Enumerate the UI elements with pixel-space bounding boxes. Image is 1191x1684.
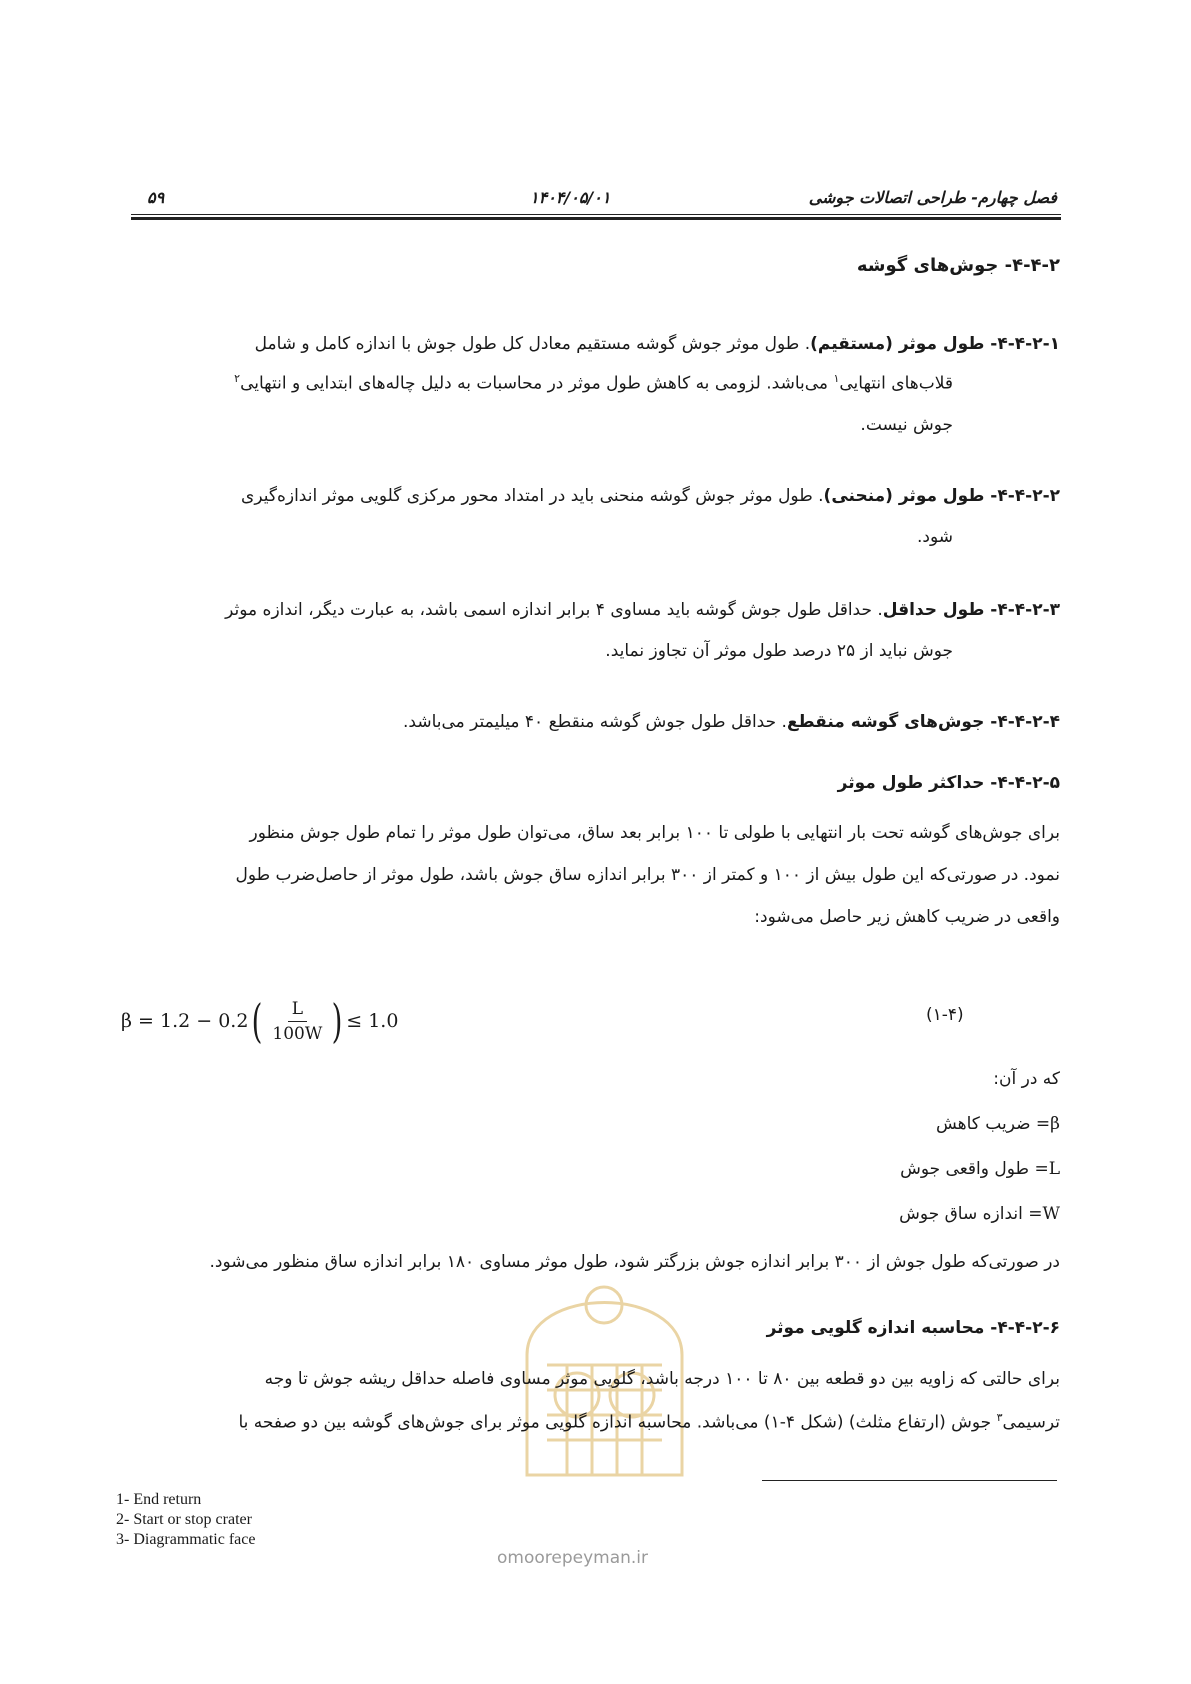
paragraph-2-line-2: شود. bbox=[916, 527, 953, 547]
p1-number: ۴-۴-۲-۱- bbox=[984, 334, 1060, 354]
header-date: ۱۴۰۴/۰۵/۰۱ bbox=[530, 188, 611, 207]
p1-text-2b: می‌باشد. لزومی به کاهش طول موثر در محاسبات به دلیل چاله‌های ابتدایی و انتهایی bbox=[240, 373, 834, 394]
footnote-1: 1- End return bbox=[116, 1491, 202, 1508]
header-page-number: ۵۹ bbox=[147, 188, 165, 207]
footnote-2: 2- Start or stop crater bbox=[116, 1511, 252, 1528]
formula-open-paren: ( bbox=[252, 994, 263, 1048]
paragraph-5-line-3: واقعی در ضریب کاهش زیر حاصل می‌شود: bbox=[754, 907, 1060, 927]
variable-beta-symbol: β bbox=[1050, 1114, 1060, 1134]
formula-rhs: ≤ 1.0 bbox=[346, 1010, 399, 1032]
where-label: که در آن: bbox=[993, 1069, 1060, 1089]
p1-title: طول موثر (مستقیم) bbox=[810, 334, 985, 354]
paragraph-5-line-2: نمود. در صورتی‌که این طول بیش از ۱۰۰ و کمتر از ۳۰۰ برابر اندازه ساق جوش باشد، طول موثر از حاصل‌ضرب طول bbox=[235, 865, 1060, 885]
p2-number: ۴-۴-۲-۲- bbox=[984, 486, 1060, 506]
p4-text: . حداقل طول جوش گوشه منقطع ۴۰ میلیمتر می‌باشد. bbox=[403, 712, 787, 732]
variable-l bbox=[900, 1159, 1060, 1179]
paragraph-1-line-3: جوش نیست. bbox=[860, 415, 953, 435]
subheading-6: ۴-۴-۲-۶- محاسبه اندازه گلویی موثر bbox=[766, 1318, 1060, 1338]
formula-numerator: L bbox=[288, 999, 307, 1022]
paragraph-5-line-1: برای جوش‌های گوشه تحت بار انتهایی با طولی تا ۱۰۰ برابر بعد ساق، می‌توان طول موثر را تمام طول جوش منظور bbox=[249, 823, 1060, 843]
variable-w-desc: = اندازه ساق جوش bbox=[899, 1204, 1043, 1224]
formula-denominator: 100W bbox=[272, 1023, 323, 1044]
header-chapter-title: فصل چهارم- طراحی اتصالات جوشی bbox=[808, 188, 1057, 207]
equation-number: (۱-۴) bbox=[926, 1005, 964, 1025]
watermark-url: omoorepeyman.ir bbox=[497, 1548, 649, 1568]
p7-text-2b: جوش (ارتفاع مثلث) (شکل ۴-۱) می‌باشد. محاسبه اندازه گلویی موثر برای جوش‌های گوشه بین دو صفحه با bbox=[238, 1412, 997, 1433]
p3-title: طول حداقل bbox=[882, 600, 985, 620]
variable-w bbox=[899, 1204, 1060, 1224]
formula-lhs: β = 1.2 − 0.2 bbox=[121, 1010, 249, 1032]
p1-text-2a: قلاب‌های انتهایی bbox=[839, 373, 953, 394]
section-heading: ۴-۴-۲- جوش‌های گوشه bbox=[856, 255, 1060, 276]
variable-l-desc: = طول واقعی جوش bbox=[900, 1159, 1049, 1179]
paragraph-7-line-1: برای حالتی که زاویه بین دو قطعه بین ۸۰ تا ۱۰۰ درجه باشد، گلویی موثر مساوی فاصله حداقل ریشه جوش تا وجه bbox=[264, 1369, 1060, 1389]
formula-close-paren: ) bbox=[331, 994, 343, 1048]
paragraph-7-line-2 bbox=[238, 1411, 1060, 1434]
p3-text: . حداقل طول جوش گوشه باید مساوی ۴ برابر اندازه اسمی باشد، به عبارت دیگر، اندازه موثر bbox=[225, 600, 883, 620]
footnote-ref-3: ۳ bbox=[996, 1411, 1003, 1424]
paragraph-3-line-1 bbox=[225, 599, 1060, 621]
formula-fraction bbox=[268, 999, 326, 1044]
p4-title: جوش‌های گوشه منقطع bbox=[786, 712, 985, 732]
p1-text: . طول موثر جوش گوشه مستقیم معادل کل طول جوش با اندازه کامل و شامل bbox=[254, 334, 811, 354]
variable-l-symbol: L bbox=[1048, 1159, 1060, 1179]
footnote-ref-2: ۲ bbox=[234, 372, 241, 385]
p4-number: ۴-۴-۲-۴- bbox=[984, 712, 1060, 732]
footnote-3: 3- Diagrammatic face bbox=[116, 1531, 256, 1548]
paragraph-1-line-1 bbox=[255, 333, 1060, 355]
p3-number: ۴-۴-۲-۳- bbox=[984, 600, 1060, 620]
p2-title: طول موثر (منحنی) bbox=[823, 486, 985, 506]
subheading-5: ۴-۴-۲-۵- حداکثر طول موثر bbox=[837, 773, 1060, 793]
footnote-rule bbox=[762, 1480, 1057, 1481]
paragraph-2-line-1 bbox=[241, 485, 1060, 507]
p2-text: . طول موثر جوش گوشه منحنی باید در امتداد محور مرکزی گلویی موثر اندازه‌گیری bbox=[241, 486, 824, 506]
paragraph-6: در صورتی‌که طول جوش از ۳۰۰ برابر اندازه جوش بزرگتر شود، طول موثر مساوی ۱۸۰ برابر اندازه ساق منظور می‌شود. bbox=[209, 1252, 1060, 1272]
paragraph-4 bbox=[403, 711, 1060, 733]
formula-reduction-factor bbox=[121, 994, 399, 1048]
variable-beta bbox=[936, 1114, 1060, 1134]
footnote-ref-1: ۱ bbox=[833, 372, 840, 385]
p7-text-2a: ترسیمی bbox=[1002, 1412, 1060, 1433]
variable-beta-desc: = ضریب کاهش bbox=[935, 1114, 1051, 1134]
paragraph-3-line-2: جوش نباید از ۲۵ درصد طول موثر آن تجاوز نماید. bbox=[605, 641, 953, 661]
variable-w-symbol: W bbox=[1042, 1204, 1060, 1224]
paragraph-1-line-2 bbox=[234, 372, 953, 395]
header-rule bbox=[131, 214, 1061, 220]
